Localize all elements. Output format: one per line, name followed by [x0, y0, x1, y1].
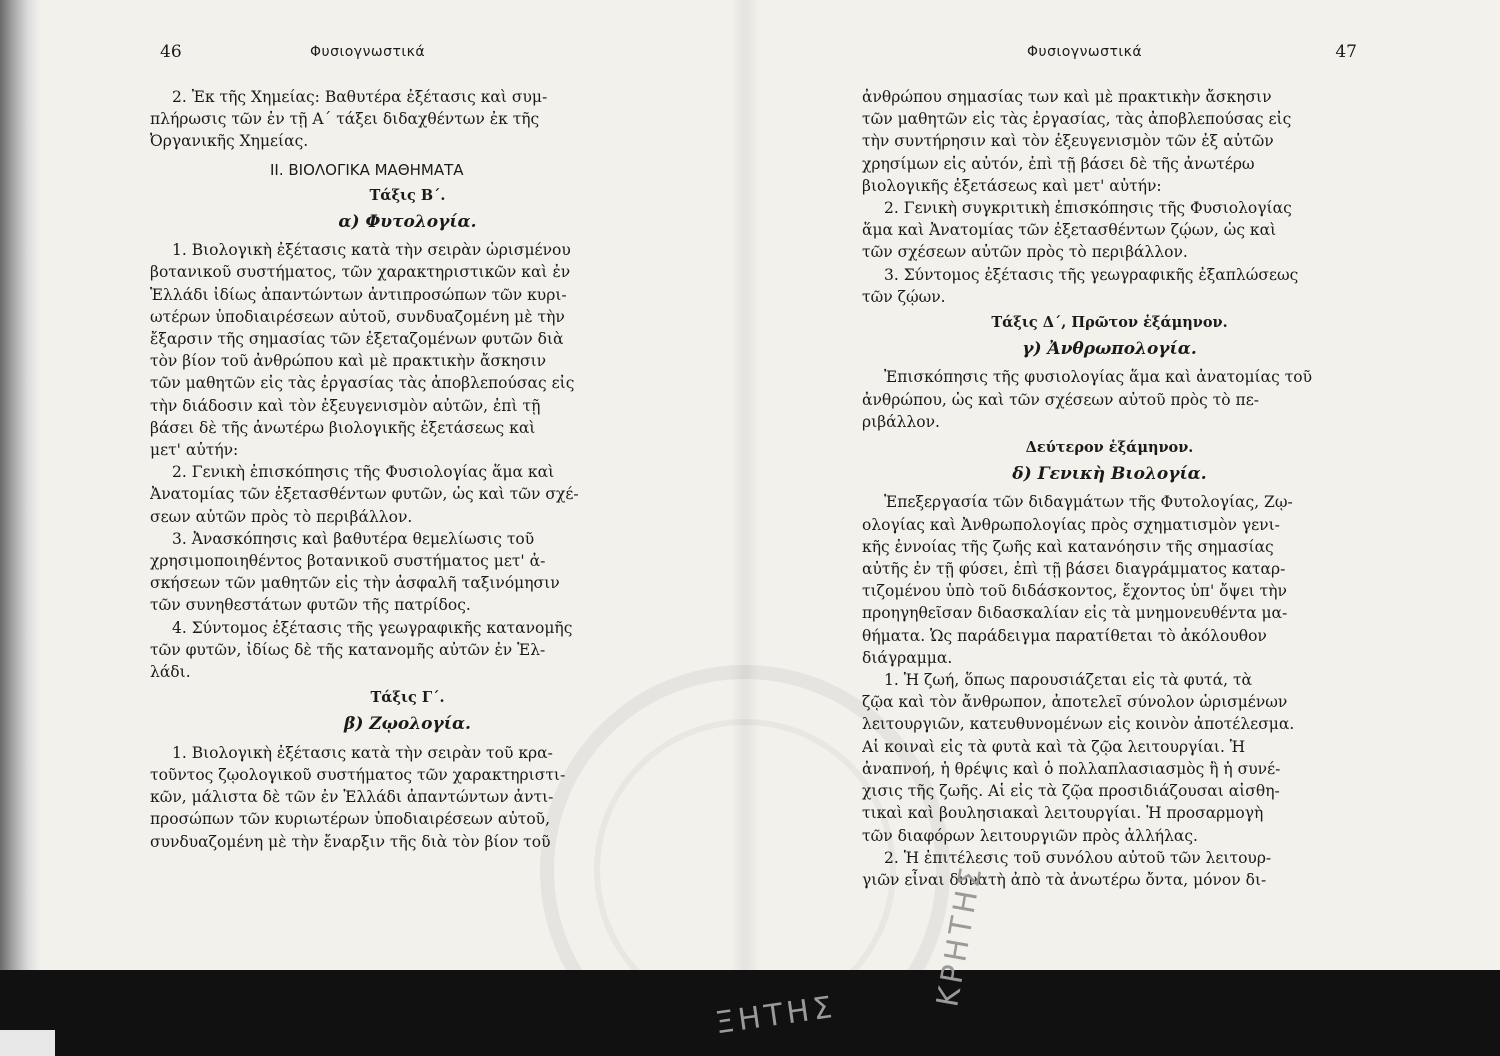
- text-line: βοτανικοῦ συστήματος, τῶν χαρακτηριστικῶν καὶ ἐν: [150, 263, 571, 282]
- text-line: τῶν μαθητῶν εἰς τὰς ἐργασίας τὰς ἀποβλεπούσας εἰς: [150, 374, 575, 393]
- text-line: τῶν ζῴων.: [862, 287, 946, 306]
- subject-heading: α) Φυτολογία.: [338, 212, 477, 233]
- paragraph: [862, 847, 1357, 891]
- text-line: χισις τῆς ζωῆς. Αἱ εἰς τὰ ζῷα προσιδιάζουσαι αἰσθη-: [862, 782, 1280, 801]
- text-line: βιολογικῆς ἐξετάσεως καὶ μετ' αὐτήν:: [862, 176, 1162, 195]
- text-line: 1. Ἡ ζωή, ὅπως παρουσιάζεται εἰς τὰ φυτά, τὰ: [884, 671, 1252, 690]
- class-heading: Τάξις Β΄.: [369, 186, 446, 204]
- text-line: διάγραμμα.: [862, 648, 953, 667]
- paragraph: [862, 264, 1357, 308]
- text-line: ἔξαρσιν τῆς σημασίας τῶν ἐξεταζομένων φυτῶν διὰ: [150, 330, 564, 349]
- text-line: τὴν διάδοσιν καὶ τὸν ἐξευγενισμὸν αὐτῶν, ἐπὶ τῇ: [150, 396, 541, 415]
- text-line: τῶν διαφόρων λειτουργιῶν πρὸς ἀλλήλας.: [862, 826, 1198, 845]
- text-line: τῶν συνηθεστάτων φυτῶν τῆς πατρίδος.: [150, 596, 471, 615]
- text-line: 2. Γενικὴ ἐπισκόπησις τῆς Φυσιολογίας ἅμα καὶ: [172, 463, 555, 482]
- text-line: Ἐπεξεργασία τῶν διδαγμάτων τῆς Φυτολογίας, Ζῳ-: [884, 493, 1293, 512]
- text-line: θήματα. Ὡς παράδειγμα παρατίθεται τὸ ἀκόλουθον: [862, 626, 1267, 645]
- left-page-body: [150, 86, 665, 853]
- text-line: ριβάλλον.: [862, 412, 940, 431]
- text-line: πλήρωσις τῶν ἐν τῇ Α΄ τάξει διδαχθέντων ἐκ τῆς: [150, 110, 540, 129]
- page-number: 47: [1335, 42, 1357, 62]
- text-line: κῶν, μάλιστα δὲ τῶν ἐν Ἑλλάδι ἀπαντώντων ἀντι-: [150, 788, 554, 807]
- text-line: τικαὶ καὶ βουλησιακαὶ λειτουργίαι. Ἡ προσαρμογὴ: [862, 804, 1264, 823]
- text-line: Ἑλλάδι ἰδίως ἀπαντώντων ἀντιπροσώπων τῶν κυρι-: [150, 285, 567, 304]
- right-page-header: [862, 42, 1357, 66]
- paragraph: [150, 461, 665, 528]
- stamp-text-side: ΚΡΗΤΗΣ: [930, 861, 990, 1010]
- text-line: σεων αὐτῶν πρὸς τὸ περιβάλλον.: [150, 507, 413, 526]
- text-line: Ἀνατομίας τῶν ἐξετασθέντων φυτῶν, ὡς καὶ τῶν σχέ-: [150, 485, 579, 504]
- text-line: 3. Ἀνασκόπησις καὶ βαθυτέρα θεμελίωσις τοῦ: [172, 529, 535, 548]
- text-line: 3. Σύντομος ἐξέτασις τῆς γεωγραφικῆς ἐξαπλώσεως: [884, 265, 1299, 284]
- text-line: σκήσεων τῶν μαθητῶν εἰς τὴν ἀσφαλῆ ταξινόμησιν: [150, 574, 560, 593]
- paragraph: [150, 86, 665, 153]
- running-head: Φυσιογνωστικά: [310, 44, 426, 60]
- text-line: τὴν συντήρησιν καὶ τὸν ἐξευγενισμὸν τῶν ἐξ αὐτῶν: [862, 132, 1274, 151]
- text-line: αὐτῆς ἐν τῇ φύσει, ἐπὶ τῇ βάσει διαγράμματος καταρ-: [862, 560, 1286, 579]
- text-line: τὸν βίον τοῦ ἀνθρώπου καὶ μὲ πρακτικὴν ἄσκησιν: [150, 352, 547, 371]
- text-line: προηγηθεῖσαν διδασκαλίαν εἰς τὰ μνημονευθέντα μα-: [862, 604, 1288, 623]
- scan-corner: [0, 1030, 55, 1056]
- text-line: 1. Βιολογικὴ ἐξέτασις κατὰ τὴν σειρὰν τοῦ κρα-: [172, 743, 553, 762]
- text-line: ολογίας καὶ Ἀνθρωπολογίας πρὸς σχηματισμὸν γενι-: [862, 515, 1280, 534]
- page-number: 46: [160, 42, 182, 62]
- subject-heading: β) Ζῳολογία.: [344, 714, 471, 735]
- right-page-body: [862, 86, 1357, 891]
- class-heading: Τάξις Γ΄.: [370, 689, 445, 707]
- text-line: 2. Ἐκ τῆς Χημείας: Βαθυτέρα ἐξέτασις καὶ συμ-: [172, 88, 548, 106]
- subject-heading: γ) Ἀνθρωπολογία.: [1022, 339, 1197, 360]
- text-line: τῶν φυτῶν, ἰδίως δὲ τῆς κατανομῆς αὐτῶν ἐν Ἑλ-: [150, 640, 546, 659]
- text-line: λάδι.: [150, 663, 191, 682]
- left-page-header: [150, 42, 665, 66]
- text-line: συνδυαζομένη μὲ τὴν ἔναρξιν τῆς διὰ τὸν βίον τοῦ: [150, 832, 551, 851]
- text-line: ἀναπνοή, ἡ θρέψις καὶ ὁ πολλαπλασιασμὸς ἢ ἡ συνέ-: [862, 759, 1281, 778]
- text-line: ἀνθρώπου σημασίας των καὶ μὲ πρακτικὴν ἄσκησιν: [862, 88, 1272, 106]
- text-line: Αἱ κοιναὶ εἰς τὰ φυτὰ καὶ τὰ ζῷα λειτουργίαι. Ἡ: [862, 737, 1246, 756]
- paragraph: [150, 617, 665, 684]
- text-line: λειτουργιῶν, κατευθυνομένων εἰς κοινὸν ἀποτέλεσμα.: [862, 715, 1295, 734]
- paragraph: [862, 366, 1357, 433]
- paragraph: [862, 669, 1357, 847]
- text-line: κῆς ἐννοίας τῆς ζωῆς καὶ κατανόησιν τῆς σημασίας: [862, 537, 1274, 556]
- text-line: ἅμα καὶ Ἀνατομίας τῶν ἐξετασθέντων ζῴων, ὡς καὶ: [862, 221, 1277, 240]
- text-line: ζῷα καὶ τὸν ἄνθρωπον, ἀποτελεῖ σύνολον ὡρισμένων: [862, 693, 1288, 712]
- text-line: τιζομένου ὑπὸ τοῦ διδάσκοντος, ἔχοντος ὑπ' ὄψει τὴν: [862, 582, 1287, 601]
- text-line: χρησίμων εἰς αὐτόν, ἐπὶ τῇ βάσει δὲ τῆς ἀνωτέρω: [862, 154, 1255, 173]
- continued-paragraph: [862, 86, 1357, 197]
- paragraph: [862, 491, 1357, 669]
- text-line: χρησιμοποιηθέντος βοτανικοῦ συστήματος μετ' ἀ-: [150, 552, 546, 571]
- text-line: 4. Σύντομος ἐξέτασις τῆς γεωγραφικῆς κατανομῆς: [172, 618, 573, 637]
- class-heading: Δεύτερον ἑξάμηνον.: [1025, 439, 1194, 457]
- subject-heading: δ) Γενικὴ Βιολογία.: [1012, 464, 1207, 485]
- text-line: 1. Βιολογικὴ ἐξέτασις κατὰ τὴν σειρὰν ὡρισμένου: [172, 241, 571, 260]
- text-line: 2. Ἡ ἐπιτέλεσις τοῦ συνόλου αὐτοῦ τῶν λειτουρ-: [884, 848, 1272, 867]
- text-line: Ὀργανικῆς Χημείας.: [150, 132, 309, 151]
- paragraph: [150, 742, 665, 853]
- section-heading: ΙΙ. ΒΙΟΛΟΓΙΚΑ ΜΑΘΗΜΑΤΑ: [270, 160, 464, 179]
- text-line: Ἐπισκόπησις τῆς φυσιολογίας ἅμα καὶ ἀνατομίας τοῦ: [884, 368, 1313, 387]
- paragraph: [150, 528, 665, 617]
- paragraph: [862, 197, 1357, 264]
- text-line: ωτέρων ὑποδιαιρέσεων αὐτοῦ, συνδυαζομένη μὲ τὴν: [150, 307, 565, 326]
- stamp-text-bottom: ΞΗΤΗΣ: [713, 989, 839, 1042]
- book-binding-shadow: [0, 0, 40, 970]
- class-heading: Τάξις Δ΄, Πρῶτον ἑξάμηνον.: [991, 314, 1228, 332]
- text-line: 2. Γενικὴ συγκριτικὴ ἐπισκόπησις τῆς Φυσιολογίας: [884, 199, 1292, 218]
- text-line: γιῶν εἶναι δυνατὴ ἀπὸ τὰ ἀνωτέρω ὄντα, μόνον δι-: [862, 870, 1267, 889]
- paragraph: [150, 239, 665, 461]
- text-line: τῶν μαθητῶν εἰς τὰς ἐργασίας, τὰς ἀποβλεπούσας εἰς: [862, 110, 1292, 129]
- text-line: μετ' αὐτήν:: [150, 441, 239, 460]
- text-line: ἀνθρώπου, ὡς καὶ τῶν σχέσεων αὐτοῦ πρὸς τὸ πε-: [862, 390, 1260, 409]
- running-head: Φυσιογνωστικά: [1027, 44, 1143, 60]
- text-line: τῶν σχέσεων αὐτῶν πρὸς τὸ περιβάλλον.: [862, 243, 1188, 262]
- text-line: τοῦντος ζῳολογικοῦ συστήματος τῶν χαρακτηριστι-: [150, 765, 566, 784]
- text-line: βάσει δὲ τῆς ἀνωτέρω βιολογικῆς ἐξετάσεως καὶ: [150, 418, 536, 437]
- text-line: προσώπων τῶν κυριωτέρων ὑποδιαιρέσεων αὐτοῦ,: [150, 810, 551, 829]
